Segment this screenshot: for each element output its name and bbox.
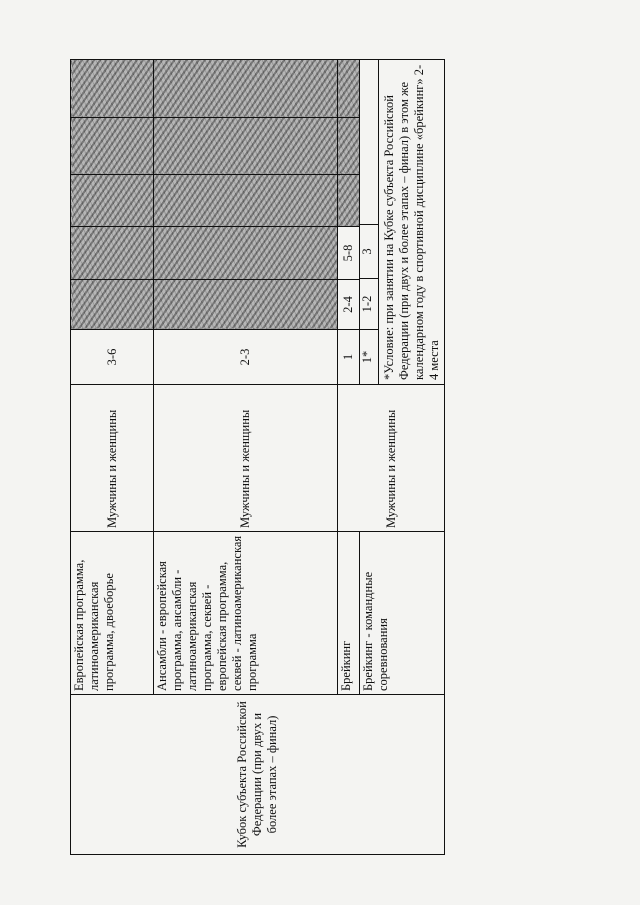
- place-value-3b: 2-4: [341, 296, 355, 313]
- participants-cell-2: [154, 385, 338, 532]
- place-value-4b: 1-2: [360, 278, 378, 329]
- shaded-cell: [71, 118, 154, 175]
- participants-label-2: Мужчины и женщины: [238, 409, 252, 528]
- place-cell-1: [71, 330, 154, 385]
- discipline-label-3: Брейкинг: [339, 640, 353, 691]
- shaded-cell: [154, 118, 338, 175]
- discipline-cell-2: [154, 532, 338, 695]
- place-value-1: 3-6: [104, 348, 119, 366]
- participants-label-3: Мужчины и женщины: [383, 409, 398, 528]
- shaded-cell: [338, 175, 360, 227]
- rotated-table-container: [70, 64, 442, 855]
- discipline-cell-4: [360, 532, 445, 695]
- place-value-2: 2-3: [238, 348, 252, 366]
- shaded-cell: [154, 175, 338, 227]
- discipline-label-1: Европейская программа, латиноамериканская программа, двоеборье: [72, 559, 116, 691]
- shaded-cell: [71, 227, 154, 280]
- shaded-cell: [154, 227, 338, 280]
- shaded-cell: [71, 60, 154, 118]
- shaded-cell: [338, 60, 360, 118]
- place-cell-2: [154, 330, 338, 385]
- place-cell-3b: [338, 280, 360, 330]
- competition-group-cell: [71, 695, 445, 855]
- shaded-cell: [154, 280, 338, 330]
- discipline-cell-3: [338, 532, 360, 695]
- place-value-3a: 1: [341, 353, 355, 361]
- discipline-label-4: Брейкинг - командные соревнования: [361, 571, 390, 691]
- discipline-label-2: Ансамбли - европейская программа, ансамбли - латиноамериканская программа, секвей - европейская программа, секвей - латиноамериканская программа: [155, 535, 259, 691]
- footnote-text: *Условие: при занятии на Кубке субъекта Российской Федерации (при двух и более этапах – финал) в этом же календарном году в спортивной дисциплине «брейкинг» 2-4 места: [382, 64, 441, 380]
- competition-group-label: Кубок субъекта Российской Федерации (при двух и более этапах – финал): [235, 701, 279, 848]
- participants-cell-1: [71, 385, 154, 532]
- shaded-strip: [360, 60, 378, 224]
- footnote-cell: [360, 60, 445, 385]
- shaded-cell: [154, 60, 338, 118]
- shaded-cell: [71, 280, 154, 330]
- participants-cell-3: [338, 385, 445, 532]
- participants-label-1: Мужчины и женщины: [104, 409, 119, 528]
- discipline-cell-1: [71, 532, 154, 695]
- shaded-cell: [338, 118, 360, 175]
- shaded-cell: [71, 175, 154, 227]
- place-value-4c: 3: [360, 224, 378, 278]
- place-cell-3a: [338, 330, 360, 385]
- place-value-4a: 1*: [360, 329, 378, 384]
- place-cell-3c: [338, 227, 360, 280]
- sports-rank-table: [70, 59, 445, 855]
- place-value-3c: 5-8: [341, 244, 355, 262]
